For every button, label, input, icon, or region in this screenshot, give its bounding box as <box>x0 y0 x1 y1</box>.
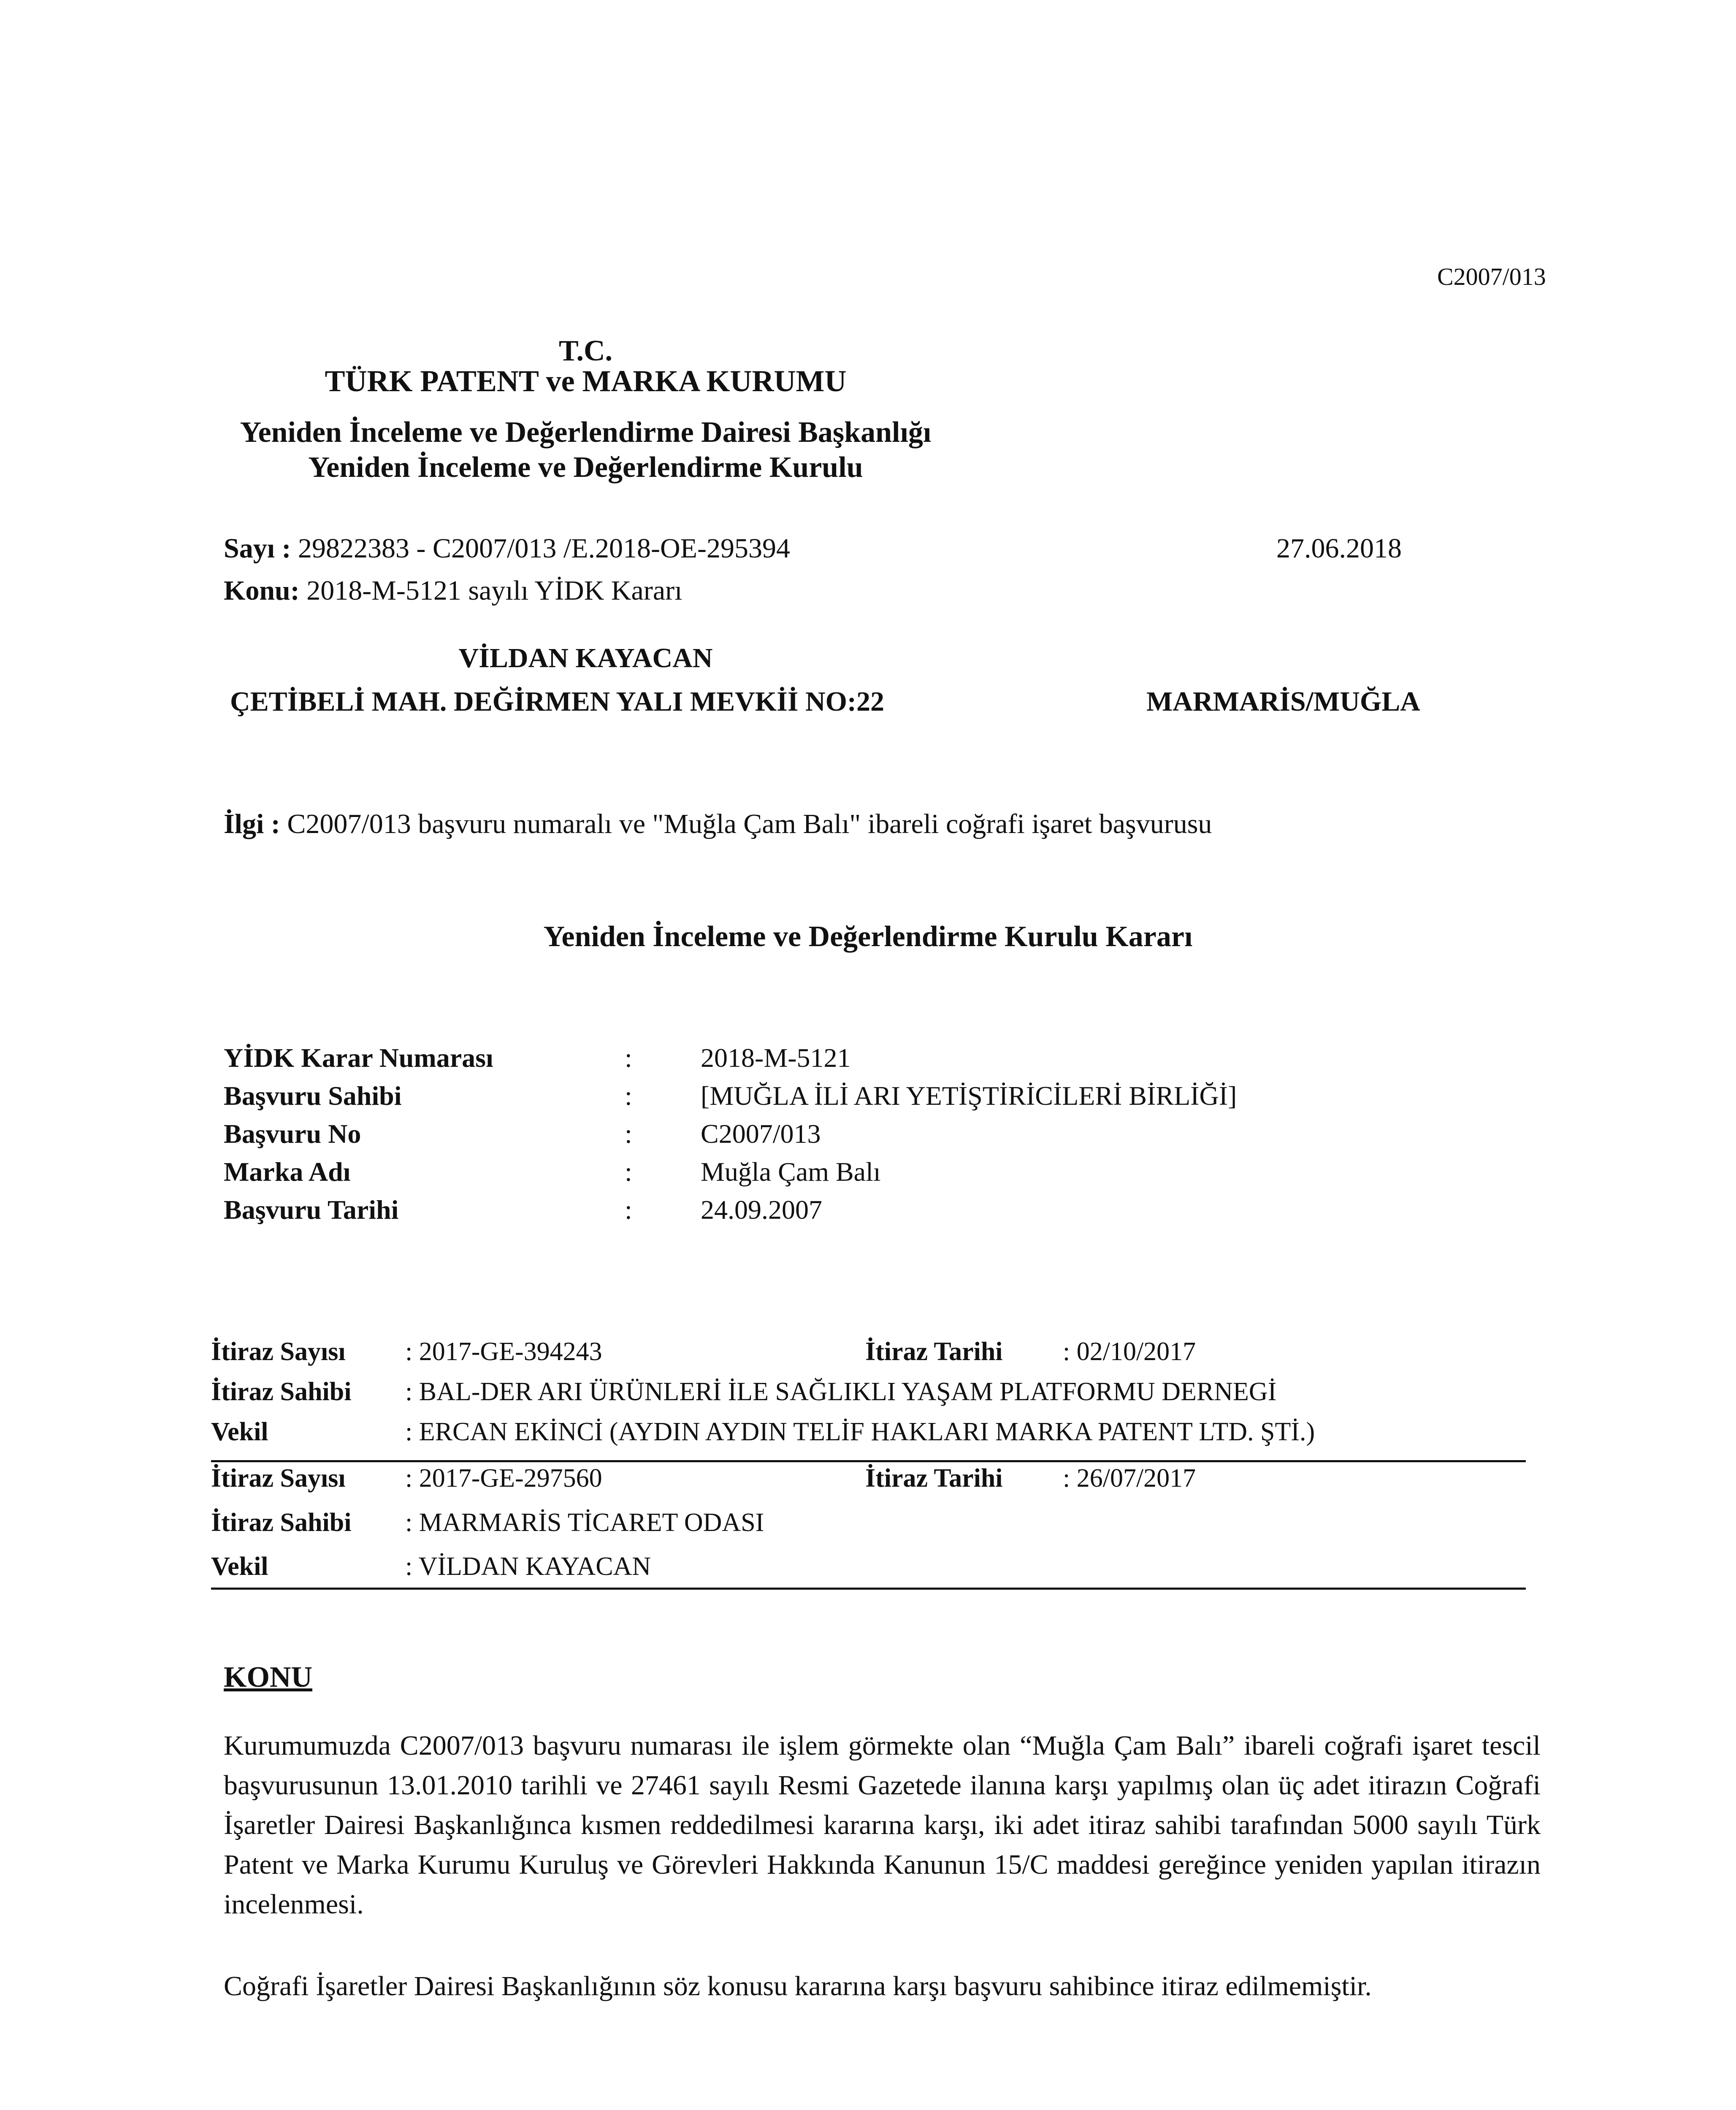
header-board: Yeniden İnceleme ve Değerlendirme Kurulu <box>308 451 863 484</box>
info-value: C2007/013 <box>701 1119 821 1149</box>
recipient-name: VİLDAN KAYACAN <box>458 643 713 674</box>
objection-number-label: İtiraz Sayısı <box>211 1464 346 1493</box>
info-label: Başvuru Sahibi <box>224 1081 402 1111</box>
info-colon: : <box>625 1043 632 1073</box>
info-value: 24.09.2007 <box>701 1195 822 1225</box>
konu-value: 2018-M-5121 sayılı YİDK Kararı <box>306 575 682 606</box>
objection-number-label: İtiraz Sayısı <box>211 1337 346 1366</box>
sayi-line <box>224 533 790 565</box>
info-colon: : <box>625 1195 632 1225</box>
info-label: Başvuru Tarihi <box>224 1195 399 1225</box>
ilgi-text: C2007/013 başvuru numaralı ve "Muğla Çam Balı" ibareli coğrafi işaret başvurusu <box>287 809 1212 839</box>
info-value: 2018-M-5121 <box>701 1043 851 1073</box>
body-paragraph-2: Coğrafi İşaretler Dairesi Başkanlığının söz konusu kararına karşı başvuru sahibince itiraz edilmemiştir. <box>224 1971 1372 2002</box>
header-department: Yeniden İnceleme ve Değerlendirme Dairesi Başkanlığı <box>240 416 932 449</box>
divider-line <box>211 1588 1526 1590</box>
objection-owner-label: İtiraz Sahibi <box>211 1508 352 1537</box>
body-paragraph-1: Kurumumuzda C2007/013 başvuru numarası ile işlem görmekte olan “Muğla Çam Balı” ibareli coğrafi işaret tescil başvurusunun 13.01.2010 tarihli ve 27461 sayılı Resmi Gazetede ilanına karşı yapılmış olan üç adet itirazın Coğrafi İşaretler Dairesi Başkanlığınca kısmen reddedilmesi kararına karşı, iki adet itiraz sahibi tarafından 5000 sayılı Türk Patent ve Marka Kurumu Kuruluş ve Görevleri Hakkında Kanunun 15/C maddesi gereğince yeniden yapılan itirazın incelenmesi. <box>224 1730 1541 1920</box>
divider-line <box>211 1460 1526 1462</box>
info-colon: : <box>625 1119 632 1149</box>
objection-owner: : MARMARİS TİCARET ODASI <box>405 1508 764 1537</box>
objection-owner-label: İtiraz Sahibi <box>211 1377 352 1406</box>
header-tc: T.C. <box>558 335 613 367</box>
konu-label: Konu: <box>224 575 300 606</box>
info-value: [MUĞLA İLİ ARI YETİŞTİRİCİLERİ BİRLİĞİ] <box>701 1081 1237 1111</box>
objection-number: : 2017-GE-297560 <box>405 1464 602 1493</box>
info-label: Başvuru No <box>224 1119 361 1149</box>
objection-attorney: : ERCAN EKİNCİ (AYDIN AYDIN TELİF HAKLARI MARKA PATENT LTD. ŞTİ.) <box>405 1417 1315 1446</box>
document-reference: C2007/013 <box>1437 263 1546 290</box>
konu-line <box>224 575 682 607</box>
sayi-label: Sayı : <box>224 533 291 564</box>
objection-number: : 2017-GE-394243 <box>405 1337 602 1366</box>
info-label: Marka Adı <box>224 1157 351 1187</box>
section-heading-konu: KONU <box>224 1661 312 1693</box>
recipient-city: MARMARİS/MUĞLA <box>1146 686 1420 717</box>
objection-attorney: : VİLDAN KAYACAN <box>405 1552 651 1581</box>
objection-date-label: İtiraz Tarihi <box>865 1337 1003 1366</box>
objection-date-label: İtiraz Tarihi <box>865 1464 1003 1493</box>
recipient-address: ÇETİBELİ MAH. DEĞİRMEN YALI MEVKİİ NO:22 <box>230 686 884 717</box>
ilgi-label: İlgi : <box>224 809 280 839</box>
info-label: YİDK Karar Numarası <box>224 1043 493 1073</box>
sayi-value: 29822383 - C2007/013 /E.2018-OE-295394 <box>298 533 790 564</box>
objection-attorney-label: Vekil <box>211 1552 268 1581</box>
objection-date: : 26/07/2017 <box>1063 1464 1196 1493</box>
objection-attorney-label: Vekil <box>211 1417 268 1446</box>
document-date: 27.06.2018 <box>1276 533 1402 564</box>
info-colon: : <box>625 1157 632 1187</box>
info-value: Muğla Çam Balı <box>701 1157 881 1187</box>
objection-date: : 02/10/2017 <box>1063 1337 1196 1366</box>
objection-owner: : BAL-DER ARI ÜRÜNLERİ İLE SAĞLIKLI YAŞAM PLATFORMU DERNEGİ <box>405 1377 1277 1406</box>
ilgi-line <box>224 808 1212 840</box>
header-institution: TÜRK PATENT ve MARKA KURUMU <box>325 364 847 398</box>
decision-title: Yeniden İnceleme ve Değerlendirme Kurulu Kararı <box>543 920 1193 953</box>
info-colon: : <box>625 1081 632 1111</box>
